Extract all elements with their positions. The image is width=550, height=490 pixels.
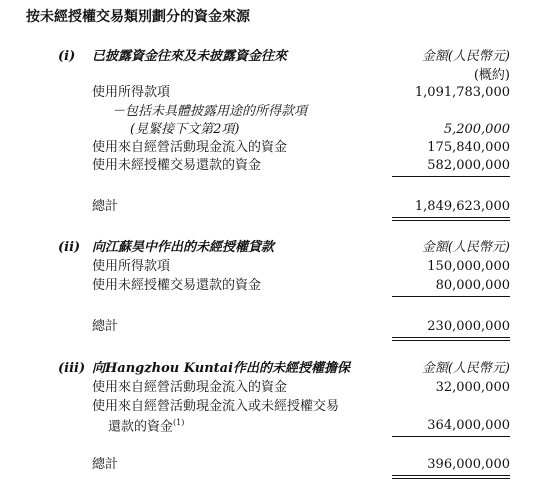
section-i-number: (i) <box>58 49 76 64</box>
section-ii-total-label: 總計 <box>92 319 119 334</box>
section-i-row-1-value: 1,091,783,000 <box>414 85 510 100</box>
section-iii-row-3-label <box>108 419 184 433</box>
section-ii-subtotal-rule <box>392 296 510 297</box>
section-iii-total-value: 396,000,000 <box>427 457 510 472</box>
section-i-unit: 金額(人民幣元) <box>421 49 510 64</box>
section-i-row-1-label: 使用所得款項 <box>92 85 171 100</box>
section-iii-subtotal-rule <box>392 436 510 437</box>
section-i-total-rule <box>392 217 510 221</box>
section-i-row-2-label: －包括未具體披露用途的所得款項 <box>112 104 308 119</box>
section-ii-unit: 金額(人民幣元) <box>421 240 510 255</box>
section-i-row-4-value: 175,840,000 <box>427 140 510 155</box>
section-ii-number: (ii) <box>58 240 81 255</box>
section-iii-heading: 向Hangzhou Kuntai作出的未經授權擔保 <box>92 361 351 376</box>
section-iii-total-rule <box>392 475 510 479</box>
section-iii-row-3-value: 364,000,000 <box>427 418 510 433</box>
page-title: 按未經授權交易類別劃分的資金來源 <box>26 9 250 25</box>
section-iii-total-label: 總計 <box>92 457 119 472</box>
section-ii-heading: 向江蘇昊中作出的未經授權貸款 <box>92 240 275 255</box>
section-ii-total-value: 230,000,000 <box>427 319 510 334</box>
section-ii-total-rule <box>392 337 510 341</box>
section-iii-row-3-text: 還款的資金 <box>108 419 174 435</box>
section-i-row-3-label: (見緊接下文第2項) <box>130 122 240 137</box>
section-iii-number: (iii) <box>58 361 86 376</box>
section-iii-row-1-value: 32,000,000 <box>435 380 510 395</box>
section-i-heading: 已披露資金往來及未披露資金往來 <box>92 49 288 64</box>
section-i-total-value: 1,849,623,000 <box>414 199 510 214</box>
section-i-row-4-label: 使用來自經營活動現金流入的資金 <box>92 140 288 155</box>
section-i-total-label: 總計 <box>92 199 119 214</box>
section-i-row-5-label: 使用未經授權交易還款的資金 <box>92 158 262 173</box>
section-i-row-5-value: 582,000,000 <box>427 158 510 173</box>
section-iii-row-2-label: 使用來自經營活動現金流入或未經授權交易 <box>92 399 340 414</box>
footnote-marker: (1) <box>173 418 185 427</box>
section-i-row-3-value: 5,200,000 <box>443 122 510 137</box>
section-iii-unit: 金額(人民幣元) <box>421 361 510 376</box>
section-ii-row-1-value: 150,000,000 <box>427 259 510 274</box>
section-iii-row-1-label: 使用來自經營活動現金流入的資金 <box>92 380 288 395</box>
section-i-subtotal-rule <box>392 176 510 177</box>
section-i-unit-note: (概約) <box>473 68 510 83</box>
section-ii-row-2-label: 使用未經授權交易還款的資金 <box>92 278 262 293</box>
section-ii-row-1-label: 使用所得款項 <box>92 259 171 274</box>
section-ii-row-2-value: 80,000,000 <box>435 278 510 293</box>
